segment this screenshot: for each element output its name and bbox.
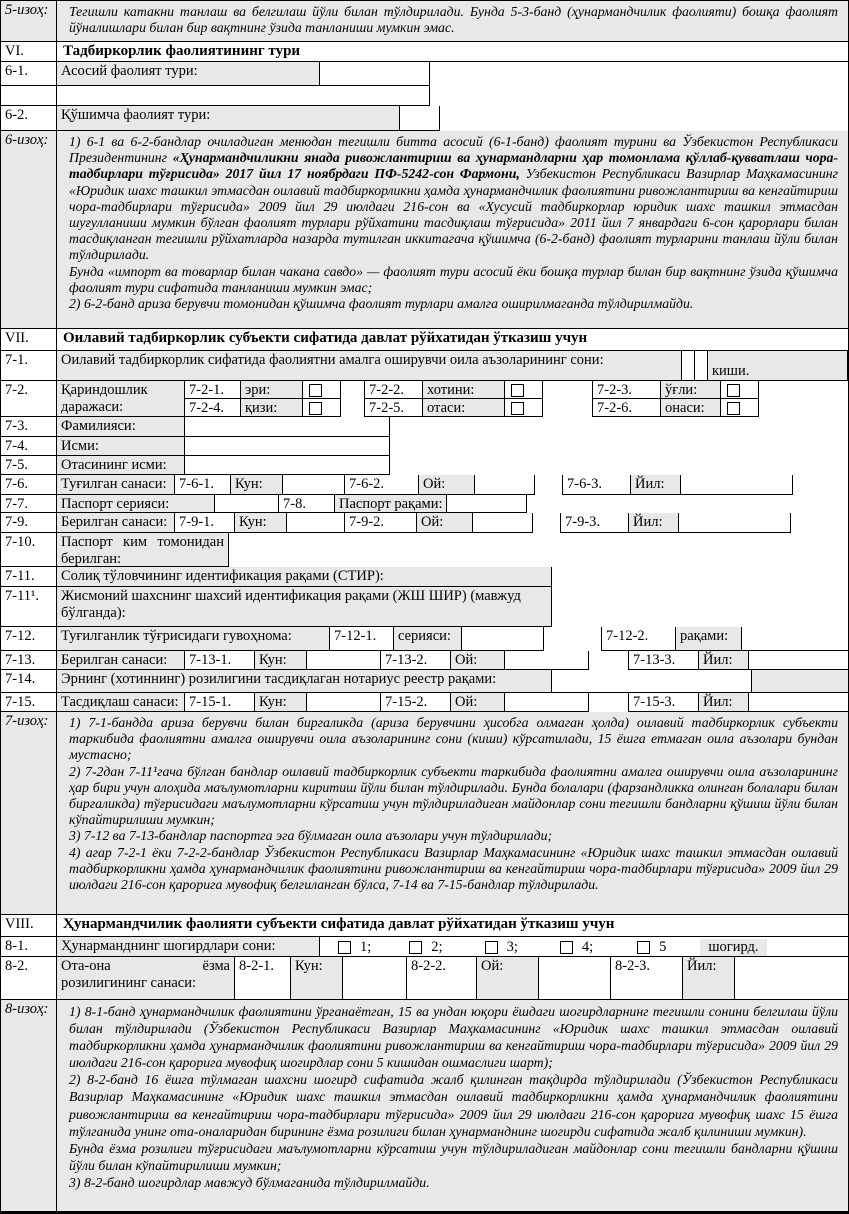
row-8-1 xyxy=(1,937,848,957)
section-7-header xyxy=(1,329,848,351)
cert-issue-date-label: Берилган санаси: xyxy=(57,651,185,670)
row-num: 7-9. xyxy=(1,513,57,533)
row-num: 7-7. xyxy=(1,495,57,513)
row-num: 7-13. xyxy=(1,651,57,670)
passport-series-label: Паспорт серияси: xyxy=(57,495,215,513)
gap xyxy=(341,399,365,417)
patronymic-label: Отасининг исми: xyxy=(57,456,185,475)
row-7-6 xyxy=(1,475,848,495)
unit-kishi: киши. xyxy=(708,351,848,381)
row-num: 6-2. xyxy=(1,106,57,131)
year-label: Йил: xyxy=(631,475,681,495)
apprentice-count-label: Ҳунарманднинг шогирдлари сони: xyxy=(57,937,320,957)
spacer xyxy=(791,513,848,533)
row-6-2 xyxy=(1,106,848,131)
option-5: 5 xyxy=(659,938,667,955)
family-members-count-label: Оилавий тадбиркорлик сифатида фаолиятни амалга оширувчи оила аъзоларининг сони: xyxy=(57,351,682,381)
row-num: 7-14. xyxy=(1,670,57,693)
row-7-2 xyxy=(1,381,848,417)
note-7-p4: 4) агар 7-2-1 ёки 7-2-2-бандлар Ўзбекистон Республикаси Вазирлар Маҳкамасининг «Юридик шахс ташкил этмасдан оилавий тадбиркорликни ҳамда ҳунармандчилик фаолиятини ривожлантириш ва кенгайтириш чора-тадбирлари тўғрисида» 2009 йил 29 июлдаги 216-сон қарорига мувофиқ белгиланган бўлса, 7-14 ва 7-15-бандлар тўлдирилади. xyxy=(69,844,838,893)
sub-num: 7-15-3. xyxy=(629,693,699,712)
cert-series-input[interactable] xyxy=(462,627,544,651)
month-label: Ой: xyxy=(451,651,505,670)
year-label: Йил: xyxy=(699,693,749,712)
kinship-daughter-label: қизи: xyxy=(241,399,303,417)
row-num: VI. xyxy=(1,42,57,62)
spacer xyxy=(430,62,848,86)
checkbox-icon xyxy=(309,402,322,415)
section-8-title: Ҳунармандчилик фаолияти субъекти сифатида давлат рўйхатидан ўтказиш учун xyxy=(57,915,848,937)
option-4: 4; xyxy=(581,938,594,955)
month-label: Ой: xyxy=(417,513,473,533)
birth-month-input[interactable] xyxy=(475,475,535,495)
checkbox-8-1-4[interactable] xyxy=(560,941,573,954)
birth-day-input[interactable] xyxy=(283,475,345,495)
gap xyxy=(543,399,593,417)
pinfl-label: Жисмоний шахснинг шахсий идентификация рақами (ЖШ ШИР) (мавжуд бўлганда): xyxy=(57,587,552,627)
section-8-header xyxy=(1,915,848,937)
row-8-2 xyxy=(1,957,848,1000)
row-7-12 xyxy=(1,627,848,651)
gap xyxy=(544,627,602,651)
checkbox-8-1-3[interactable] xyxy=(485,941,498,954)
note-8-p3: Бунда ёзма розилиги тўғрисидаги маълумотларни кўрсатиш учун тўлдириладиган майдонлар сони тегишли бандларни қўшиш йўли билан кўпайтирилиши мумкин; xyxy=(69,1140,838,1173)
sub-num: 7-9-3. xyxy=(561,513,629,533)
note-7-p1: 1) 7-1-бандда ариза берувчи билан биргаликда (ариза берувчини ҳисобга олмаган ҳолда) оилавий тадбиркорлик субъекти таркибида фаолиятни амалга оширувчи оила аъзоларининг сони (киши) кўрсатилади, 15 ёшга етмаган оила аъзолари бундан мустасно; xyxy=(69,715,838,763)
row-num: VII. xyxy=(1,329,57,351)
sub-num: 7-15-2. xyxy=(381,693,451,712)
note-8-p2: 2) 8-2-банд 16 ёшга тўлмаган шахсни шогирд сифатида жалб қилинган тақдирда тўлдирилади (Ўзбекистон Республикаси Вазирлар Маҳкамасининг «Юридик шахс ташкил этмасдан оилавий тадбиркорликни ҳамда ҳунармандчилик фаолиятини ривожлантириш ва кенгайтириш чора-тадбирлари тўғрисида» 2009 йил 29 июлдаги 216-сон қарорига мувофиқ шахс 15 ёшга тўлганида унинг ота-оналаридан бирининг ёзма розилиги билан ҳунарманднинг шогирди сифатида жалб қилиниши мумкин). xyxy=(69,1072,838,1139)
year-label: Йил: xyxy=(629,513,679,533)
item-num: 7-2-5. xyxy=(365,399,423,417)
spacer xyxy=(390,417,848,437)
checkbox-icon xyxy=(727,384,740,397)
month-label: Ой: xyxy=(477,957,539,1000)
name-label: Исми: xyxy=(57,437,185,456)
note-8-p4: 3) 8-2-банд шогирдлар мавжуд бўлмаганида тўлдирилмайди. xyxy=(69,1174,430,1190)
option-3: 3; xyxy=(506,938,518,955)
name-input[interactable] xyxy=(185,437,390,456)
row-num: 7-11. xyxy=(1,567,57,587)
sub-num: 7-6-1. xyxy=(175,475,231,495)
consent-month-input[interactable] xyxy=(539,957,611,1000)
checkbox-7-2-1[interactable] xyxy=(303,381,341,399)
spacer xyxy=(430,86,848,106)
spacer xyxy=(759,381,848,399)
row-num: 7-10. xyxy=(1,533,57,567)
day-label: Кун: xyxy=(255,651,307,670)
sub-num: 7-12-2. xyxy=(602,627,676,651)
spacer xyxy=(552,587,848,627)
passport-number-label: Паспорт рақами: xyxy=(335,495,447,513)
spacer xyxy=(759,399,848,417)
kinship-son-label: ўғли: xyxy=(661,381,721,399)
consent-day-input[interactable] xyxy=(343,957,407,1000)
extra-activity-input[interactable] xyxy=(400,106,440,131)
cert-year-input[interactable] xyxy=(749,651,848,670)
option-1: 1; xyxy=(360,938,372,955)
row-7-11-1 xyxy=(1,587,848,627)
note-6-p1: 1) 6-1 ва 6-2-бандлар очиладиган менюдан тегишли битта асосий (6-1-банд) фаолият турини ва Ўзбекистон Республикаси Президентининг «Ҳунармандчиликни янада ривожлантириш ва ҳунармандларни ҳар томонлама қўллаб-қувватлаш чора-тадбирлари тўғрисида» 2017 йил 17 ноябрдаги ПФ-5242-сон Фармони, Узбекистон Республикаси Вазирлар Маҳкамасининг «Юридик шахс ташкил этмасдан оилавий тадбиркорликни ҳамда ҳунармандчилик фаолиятини ривожлантириш ва кенгайтириш чора-тадбирлари тўғрисида» 2009 йил 29 июлдаги 216-сон ва «Хусусий тадбиркорлар юридик шахс ташкил этмасдан шуғулланиши мумкин бўлган фаолият турлари рўйхатини тасдиқлаш тўғрисида» 2011 йил 7 январдаги 6-сон қарорлари билан тасдиқланган тегишли рўйхатларда назарда тутилган иккитагача қўшимча (6-2-банд) фаолият турларини танлаш йўли билан тўлдирилади. xyxy=(69,134,839,263)
note-6-p2: Бунда «импорт ва товарлар билан чакана савдо» — фаолият тури асосий ёки бошқа турлар билан бир вақтнинг ўзида қўшимча фаолият тури сифатида танланиши мумкин эмас; xyxy=(69,263,838,295)
year-label: Йил: xyxy=(699,651,749,670)
item-num: 7-2-4. xyxy=(185,399,241,417)
day-label: Кун: xyxy=(235,513,287,533)
month-label: Ой: xyxy=(419,475,475,495)
row-num xyxy=(1,86,57,106)
sub-num: 7-12-1. xyxy=(330,627,394,651)
note-7-text xyxy=(57,712,848,915)
row-num: 7-12. xyxy=(1,627,57,651)
cert-number-input[interactable] xyxy=(742,627,848,651)
year-label: Йил: xyxy=(683,957,735,1000)
section-6-title: Тадбиркорлик фаолиятининг тури xyxy=(57,42,848,62)
note-6-text xyxy=(57,131,848,329)
checkbox-7-2-6[interactable] xyxy=(721,399,759,417)
row-empty xyxy=(1,86,848,106)
row-7-9 xyxy=(1,513,848,533)
row-7-15 xyxy=(1,693,848,712)
row-num: 6-1. xyxy=(1,62,57,86)
row-num: 8-2. xyxy=(1,957,57,1000)
checkbox-icon xyxy=(511,402,524,415)
row-7-5 xyxy=(1,456,848,475)
birth-year-input[interactable] xyxy=(681,475,793,495)
checkbox-8-1-2[interactable] xyxy=(409,941,422,954)
row-num: 8-1. xyxy=(1,937,57,957)
item-num: 7-2-1. xyxy=(185,381,241,399)
kinship-wife-label: хотини: xyxy=(423,381,505,399)
day-label: Кун: xyxy=(255,693,307,712)
kinship-father-label: отаси: xyxy=(423,399,505,417)
row-7-13 xyxy=(1,651,848,670)
grey-filler xyxy=(752,670,848,693)
note-8-row xyxy=(1,1000,848,1211)
day-label: Кун: xyxy=(231,475,283,495)
cert-number-label: рақами: xyxy=(676,627,742,651)
row-7-14 xyxy=(1,670,848,693)
row-num: VIII. xyxy=(1,915,57,937)
note-8-p1: 1) 8-1-банд ҳунармандчилик фаолиятини ўрганаётган, 15 ва ундан юқори ёшдаги шогирдларнинг тегишли сонини белгилаш йўли билан тўлдирилади (Ўзбекистон Республикаси Вазирлар Маҳкамасининг «Юридик шахс ташкил этмасдан оилавий тадбиркорликни ҳамда ҳунармандчилик фаолиятини ривожлантириш ва кенгайтириш чора-тадбирлари тўғрисида» 2009 йил 29 июлдаги 216-сон қарорига мувофиқ шогирдлар сони 5 кишидан ошмаслиги шарт); xyxy=(69,1004,838,1071)
kinship-label: Қариндошлик даражаси: xyxy=(57,381,185,417)
cert-series-label: серияси: xyxy=(394,627,462,651)
day-label: Кун: xyxy=(291,957,343,1000)
sub-num: 7-15-1. xyxy=(185,693,255,712)
checkbox-7-2-3[interactable] xyxy=(721,381,759,399)
issue-date-label: Берилган санаси: xyxy=(57,513,175,533)
birth-certificate-label: Туғилганлик тўғрисидаги гувоҳнома: xyxy=(57,627,330,651)
row-7-11 xyxy=(1,567,848,587)
spacer xyxy=(552,567,848,587)
cert-month-input[interactable] xyxy=(505,651,589,670)
checkbox-8-1-1[interactable] xyxy=(338,941,351,954)
kinship-mother-label: онаси: xyxy=(661,399,721,417)
passport-issuer-label: Паспорт ким томонидан берилган: xyxy=(57,533,229,567)
month-label: Ой: xyxy=(451,693,505,712)
spacer xyxy=(390,456,848,475)
unit-shogird: шогирд. xyxy=(700,939,766,956)
row-6-1 xyxy=(1,62,848,86)
checkbox-8-1-5[interactable] xyxy=(637,941,650,954)
row-num: 7-6. xyxy=(1,475,57,495)
sub-num: 7-8. xyxy=(279,495,335,513)
gap xyxy=(533,513,561,533)
spacer xyxy=(527,495,848,513)
note-6-row xyxy=(1,131,848,329)
row-7-1 xyxy=(1,351,848,381)
consent-year-input[interactable] xyxy=(735,957,848,1000)
checkbox-icon xyxy=(309,384,322,397)
item-num: 7-2-3. xyxy=(593,381,661,399)
count-digit-box-1[interactable] xyxy=(682,351,695,381)
patronymic-input[interactable] xyxy=(185,456,390,475)
note-8-text xyxy=(57,1000,848,1211)
row-num: 7-1. xyxy=(1,351,57,381)
sub-num: 8-2-1. xyxy=(235,957,291,1000)
issue-year-input[interactable] xyxy=(679,513,791,533)
row-num: 6-изоҳ: xyxy=(1,131,57,329)
spacer xyxy=(390,437,848,456)
option-2: 2; xyxy=(431,938,443,955)
row-7-4 xyxy=(1,437,848,456)
empty-cell xyxy=(57,86,430,106)
section-7-title: Оилавий тадбиркорлик субъекти сифатида давлат рўйхатидан ўтказиш учун xyxy=(57,329,848,351)
surname-label: Фамилияси: xyxy=(57,417,185,437)
birthdate-label: Туғилган санаси: xyxy=(57,475,175,495)
checkbox-icon xyxy=(727,402,740,415)
row-num: 7-2. xyxy=(1,381,57,417)
gap xyxy=(535,475,563,495)
confirm-month-input[interactable] xyxy=(505,693,589,712)
tin-label: Солиқ тўловчининг идентификация рақами (СТИР): xyxy=(57,567,552,587)
row-num: 8-изоҳ: xyxy=(1,1000,57,1211)
passport-number-input[interactable] xyxy=(447,495,527,513)
row-num: 7-11¹. xyxy=(1,587,57,627)
item-num: 7-2-2. xyxy=(365,381,423,399)
row-7-7 xyxy=(1,495,848,513)
sub-num: 8-2-3. xyxy=(611,957,683,1000)
kinship-husband-label: эри: xyxy=(241,381,303,399)
note-7-p2: 2) 7-2дан 7-11¹гача бўлган бандлар оилавий тадбиркорлик субъекти таркибида фаолиятни амалга оширувчи оила аъзоларининг ҳар бири учун алоҳида маълумотларни киритиш йўли билан тўлдирилади. Бунда болалари (фарзандликка олинган болалари билан биргаликда) тўғрисидаги маълумотларни кўрсатиш учун тўлдириладиган майдонлар сони тегишли бандларни қўшиш йўли билан кўпайтирилиши мумкин; xyxy=(69,763,838,828)
notary-registry-label: Эрнинг (хотиннинг) розилигини тасдиқлаган нотариус реестр рақами: xyxy=(57,670,552,693)
note-5-row xyxy=(1,1,848,42)
main-activity-input[interactable] xyxy=(320,62,430,86)
note-6-p3: 2) 6-2-банд ариза берувчи томонидан қўшимча фаолият турлари амалга оширилмаганда тўлдирилмайди. xyxy=(69,296,694,312)
cert-day-input[interactable] xyxy=(307,651,381,670)
sub-num: 8-2-2. xyxy=(407,957,477,1000)
checkbox-icon xyxy=(511,384,524,397)
issue-month-input[interactable] xyxy=(473,513,533,533)
gap xyxy=(589,693,629,712)
note-5-text: Тегишли катакни танлаш ва белгилаш йўли билан тўлдирилади. Бунда 5-3-банд (ҳунармандчилик фаолияти) бошқа фаолият йўналишлари билан бир вақтнинг ўзида танланиши мумкин эмас. xyxy=(57,1,848,42)
sub-num: 7-9-1. xyxy=(175,513,235,533)
sub-num: 7-6-3. xyxy=(563,475,631,495)
extra-activity-label: Қўшимча фаолият тури: xyxy=(57,106,400,131)
main-activity-label: Асосий фаолият тури: xyxy=(57,62,320,86)
sub-num: 7-13-1. xyxy=(185,651,255,670)
section-6-header xyxy=(1,42,848,62)
apprentice-options xyxy=(320,937,848,957)
row-7-10 xyxy=(1,533,848,567)
item-num: 7-2-6. xyxy=(593,399,661,417)
sub-num: 7-9-2. xyxy=(345,513,417,533)
gap xyxy=(589,651,629,670)
passport-series-input[interactable] xyxy=(215,495,279,513)
note-7-p3: 3) 7-12 ва 7-13-бандлар паспортга эга бўлмаган оила аъзолари учун тўлдирилади; xyxy=(69,828,553,844)
row-num: 7-3. xyxy=(1,417,57,437)
row-num: 7-5. xyxy=(1,456,57,475)
gap xyxy=(341,381,365,399)
parent-consent-date-label: Ота-она ёзма розилигининг санаси: xyxy=(57,957,235,1000)
row-num: 5-изоҳ: xyxy=(1,1,57,42)
sub-num: 7-13-3. xyxy=(629,651,699,670)
checkbox-7-2-5[interactable] xyxy=(505,399,543,417)
issue-day-input[interactable] xyxy=(287,513,345,533)
confirm-date-label: Тасдиқлаш санаси: xyxy=(57,693,185,712)
confirm-day-input[interactable] xyxy=(307,693,381,712)
sub-num: 7-13-2. xyxy=(381,651,451,670)
checkbox-7-2-2[interactable] xyxy=(505,381,543,399)
surname-input[interactable] xyxy=(185,417,390,437)
gap xyxy=(543,381,593,399)
row-num: 7-15. xyxy=(1,693,57,712)
row-num: 7-изоҳ: xyxy=(1,712,57,915)
row-num: 7-4. xyxy=(1,437,57,456)
row-7-3 xyxy=(1,417,848,437)
count-digit-box-2[interactable] xyxy=(695,351,708,381)
sub-num: 7-6-2. xyxy=(345,475,419,495)
notary-registry-input[interactable] xyxy=(552,670,752,693)
note-7-row xyxy=(1,712,848,915)
confirm-year-input[interactable] xyxy=(749,693,848,712)
spacer xyxy=(229,533,848,567)
checkbox-7-2-4[interactable] xyxy=(303,399,341,417)
spacer xyxy=(793,475,848,495)
spacer xyxy=(440,106,848,131)
